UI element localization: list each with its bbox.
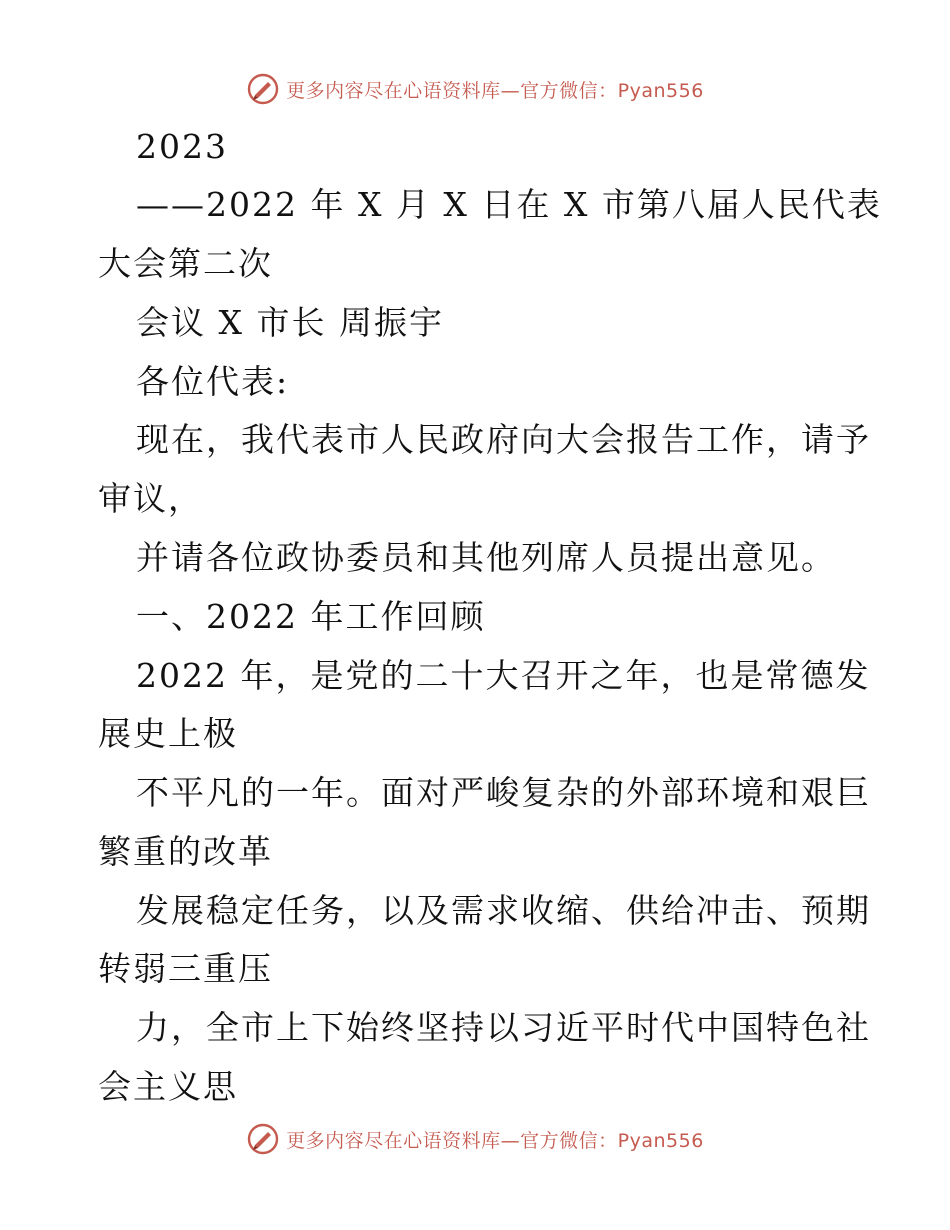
doc-line: 不平凡的一年。面对严峻复杂的外部环境和艰巨 <box>136 773 871 812</box>
doc-line: 现在，我代表市人民政府向大会报告工作，请予 <box>136 420 871 459</box>
doc-line: 展史上极 <box>98 714 238 753</box>
doc-line: 转弱三重压 <box>98 949 273 988</box>
footer-watermark-text: 更多内容尽在心语资料库—官方微信：Pyan556 <box>286 1129 704 1152</box>
doc-line: 2023 <box>136 127 228 166</box>
pen-logo-icon <box>246 1122 280 1156</box>
doc-line: 繁重的改革 <box>98 832 273 871</box>
doc-line: 会议 X 市长 周振宇 <box>136 303 444 342</box>
doc-line: 力，全市上下始终坚持以习近平时代中国特色社 <box>136 1008 871 1047</box>
doc-line: 会主义思 <box>98 1067 238 1106</box>
doc-line: 2022 年，是党的二十大召开之年，也是常德发 <box>136 656 871 695</box>
doc-line: 一、2022 年工作回顾 <box>136 597 486 636</box>
doc-line: 各位代表: <box>136 362 290 401</box>
pen-logo-icon <box>246 72 280 106</box>
header-watermark <box>0 72 950 106</box>
doc-line: 发展稳定任务，以及需求收缩、供给冲击、预期 <box>136 891 871 930</box>
doc-line: 大会第二次 <box>98 244 273 283</box>
doc-line: 并请各位政协委员和其他列席人员提出意见。 <box>136 538 836 577</box>
doc-line: ——2022 年 X 月 X 日在 X 市第八届人民代表 <box>136 185 882 224</box>
header-watermark-text: 更多内容尽在心语资料库—官方微信：Pyan556 <box>286 79 704 102</box>
footer-watermark <box>0 1122 950 1156</box>
doc-line: 审议， <box>98 479 203 518</box>
